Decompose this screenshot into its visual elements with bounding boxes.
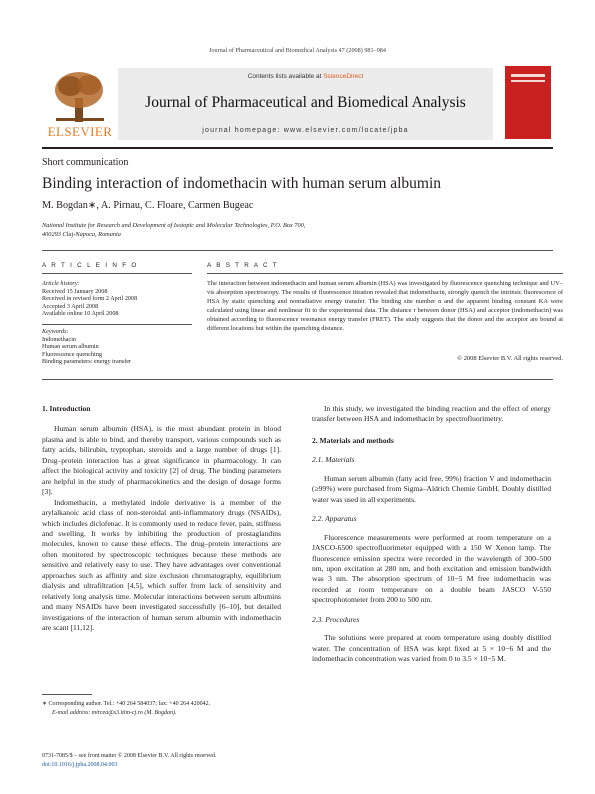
footnote-rule — [42, 694, 92, 695]
email-link[interactable]: E-mail address: mircea@s3.itim-cj.ro (M. Bogdan). — [52, 710, 177, 716]
affiliation-line: National Institute for Research and Development of Isotopic and Molecular Technologies, P.O. Box 700, — [42, 222, 306, 229]
paragraph: Fluorescence measurements were performed at room temperature on a JASCO-6500 spectrofluorimeter equipped with a 150 W Xenon lamp. The fluorescence emission spectra were recorded in the wavelength of 300–500 nm, upon excitation at 280 nm, and both excitation and emission bandwidth was 3 nm. The absorption spectrum of 10−5 M free indomethacin was recorded at room temperature on a double beam JASCO V-550 spectrophotometer from 200 to 500 nm. — [312, 532, 551, 605]
journal-homepage-link[interactable]: journal homepage: www.elsevier.com/locate/jpba — [202, 127, 409, 134]
divider — [42, 379, 553, 380]
abstract-copyright: © 2008 Elsevier B.V. All rights reserved. — [457, 355, 563, 362]
keyword: Indomethacin — [42, 335, 77, 343]
footnote — [42, 700, 292, 718]
paragraph: In this study, we investigated the binding reaction and the effect of energy transfer between HSA and indomethacin by spectrofluorimetry. — [312, 404, 551, 424]
footnote-line: ∗ Corresponding author. Tel.: +40 264 584037; fax: +40 264 420042. — [42, 701, 211, 707]
article-title: Binding interaction of indomethacin with human serum albumin — [42, 175, 442, 192]
section-heading: 1. Introduction — [42, 404, 91, 413]
paragraph: The solutions were prepared at room temperature using doubly distilled water. The concentration of HSA was kept fixed at 5 × 10−6 M and the indomethacin concentration was varied from 0 to 3.5 × 10−5 M. — [312, 633, 551, 664]
publisher-name: ELSEVIER — [47, 124, 113, 139]
article-info-heading: A R T I C L E I N F O — [42, 262, 139, 269]
journal-title: Journal of Pharmaceutical and Biomedical Analysis — [145, 94, 466, 111]
keywords-label: Keywords: — [42, 327, 69, 335]
right-column — [312, 404, 551, 665]
abstract-text: The interaction between indomethacin and human serum albumin (HSA) was investigated by fluorescence quenching technique and UV–vis absorption spectroscopy. The results of fluorescence titration revealed that indomethacin, strongly quench the intrinsic fluorescence of HSA by static quenching and nonradiative energy transfer. The binding site number n and the apparent binding constant KA were calculated using linear and nonlinear fit to the experimental data. The distance r between donor (HSA) and acceptor (indomethacin) was obtained according to fluorescence resonance energy transfer (FRET). The study suggests that the donor and the acceptor are bound at different locations but within the quenching distance. — [207, 280, 563, 332]
section-heading: 2. Materials and methods — [312, 435, 394, 445]
contents-line — [118, 73, 493, 80]
divider — [42, 250, 553, 251]
paragraph: Human serum albumin (fatty acid free, 99%) fraction V and indomethacin (≥99%) were purchased from Sigma–Aldrich Chemie GmbH. Doubly distilled water was used in all experiments. — [312, 473, 551, 504]
keyword: Human serum albumin — [42, 343, 99, 351]
front-matter-line: 0731-7085/$ – see front matter © 2008 Elsevier B.V. All rights reserved. — [42, 753, 217, 759]
keyword: Binding parameters: energy transfer — [42, 358, 132, 366]
doi-link[interactable]: doi:10.1016/j.jpba.2008.04.003 — [42, 762, 118, 768]
subsection-heading: 2.3. Procedures — [312, 614, 360, 624]
abstract-heading: A B S T R A C T — [207, 262, 279, 269]
article-info — [42, 280, 192, 366]
paragraph: Human serum albumin (HSA), is the most abundant protein in blood plasma and is able to bind, and thereby transport, various compounds such as fatty acids, bilirubin, tryptophan, steroids and a large number of drugs [1]. Drug–protein interaction has a great significance in pharmacology. It can affect the biological activity and toxicity [2] of drug. The binding parameters are helpful in the study of pharmacokinetics and the design of dosage forms [3]. — [42, 424, 281, 497]
affiliation — [42, 221, 372, 239]
subsection-heading: 2.2. Apparatus — [312, 514, 357, 524]
sciencedirect-link[interactable]: ScienceDirect — [323, 73, 364, 80]
history-item: Received 15 January 2008 — [42, 287, 108, 295]
history-item: Accepted 3 April 2008 — [42, 302, 99, 310]
subsection-heading: 2.1. Materials — [312, 455, 355, 465]
keyword: Fluorescence quenching — [42, 350, 102, 358]
divider — [42, 273, 192, 274]
affiliation-line: 400293 Cluj-Napoca, Romania — [42, 231, 121, 238]
header-rule — [42, 147, 553, 149]
history-item: Available online 10 April 2008 — [42, 310, 119, 318]
contents-prefix: Contents lists available at — [247, 73, 324, 80]
author-list: M. Bogdan∗, A. Pirnau, C. Floare, Carmen Bugeac — [42, 200, 254, 211]
divider — [207, 273, 563, 274]
left-column — [42, 404, 281, 634]
page-footer — [42, 752, 292, 770]
journal-cover-thumbnail[interactable] — [505, 66, 551, 139]
tree-icon — [42, 68, 118, 124]
history-item: Received in revised form 2 April 2008 — [42, 295, 138, 303]
elsevier-logo[interactable] — [42, 68, 118, 140]
running-head: Journal of Pharmaceutical and Biomedical Analysis 47 (2008) 981–984 — [209, 47, 386, 54]
history-label: Article history: — [42, 280, 80, 287]
paragraph: Indomethacin, a methylated indole derivative is a member of the arylalkanoic acid class of non-steroidal anti-inflammatory drugs (NSAIDs), which includes diclofenac. It is commonly used to reduce fever, pain, stiffness and swelling. It works by inhibiting the production of prostaglandins molecules, known to cause these effects. The drug–protein interactions are often monitored by spectroscopic techniques because these methods are sensitive and relatively easy to use. They have advantages over conventional approaches such as affinity and size exclusion chromatography, equilibrium dialysis and ultrafiltration [4,5], which suffer from lack of sensitivity and relatively long analysis time. Molecular interactions between serum albumins and many NSAIDs have been investigated successfully [6–10], but detailed investigations of the interaction of human serum albumin with indomethacin are scant [11,12]. — [42, 497, 281, 633]
article-type: Short communication — [42, 157, 129, 168]
